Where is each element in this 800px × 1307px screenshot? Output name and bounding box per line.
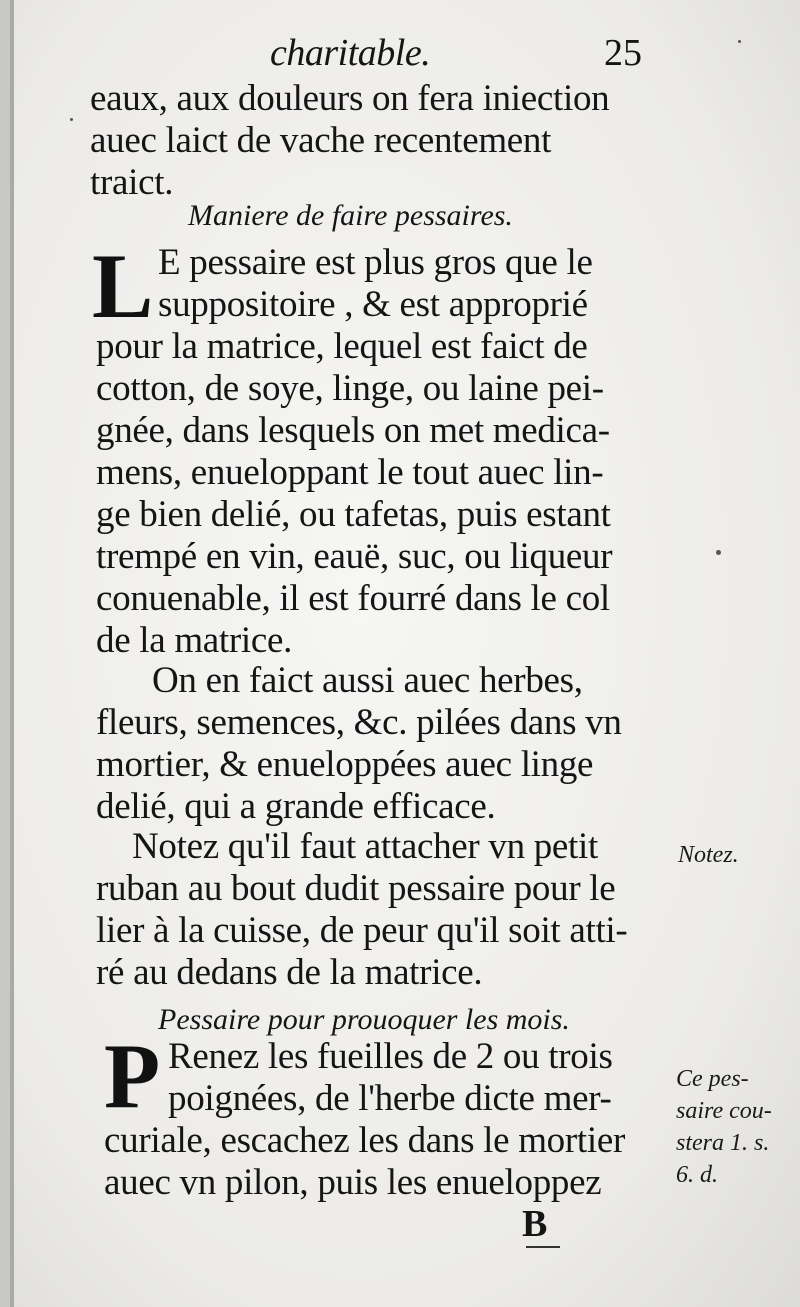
section1-paragraph-2 — [96, 660, 676, 828]
text-line: curiale, escachez les dans le mortier — [104, 1120, 626, 1161]
margin-note-line: 6. d. — [676, 1162, 718, 1188]
text-line: mens, enueloppant le tout auec lin- — [96, 452, 604, 493]
section1-paragraph-3 — [96, 826, 676, 994]
text-line: mortier, & enueloppées auec linge — [96, 744, 594, 785]
ink-speck — [70, 118, 73, 121]
text-line: Notez qu'il faut attacher vn petit — [132, 826, 598, 867]
drop-cap: P — [104, 1025, 161, 1127]
text-line: auec laict de vache recentement — [90, 120, 552, 161]
ink-speck — [716, 550, 721, 555]
page-edge-line — [10, 0, 14, 1307]
text-line: lier à la cuisse, de peur qu'il soit atti- — [96, 910, 628, 951]
page-number: 25 — [604, 32, 642, 74]
running-head: charitable. — [270, 32, 431, 74]
text-line: poignées, de l'herbe dicte mer- — [168, 1078, 612, 1119]
section-heading: Maniere de faire pessaires. — [188, 199, 513, 232]
text-line: trempé en vin, eauë, suc, ou liqueur — [96, 536, 613, 577]
text-line: delié, qui a grande efficace. — [96, 786, 496, 827]
text-line: pour la matrice, lequel est faict de — [96, 326, 588, 367]
section2-first-lines — [168, 1036, 673, 1120]
section1-first-lines — [158, 242, 678, 326]
margin-note: Notez. — [678, 842, 739, 868]
text-line: On en faict aussi auec herbes, — [152, 660, 583, 701]
text-line: de la matrice. — [96, 620, 293, 661]
text-line: cotton, de soye, linge, ou laine pei- — [96, 368, 604, 409]
text-line: Renez les fueilles de 2 ou trois — [168, 1036, 613, 1077]
text-line: fleurs, semences, &c. pilées dans vn — [96, 702, 622, 743]
signature-mark: B — [522, 1203, 548, 1245]
drop-cap: L — [92, 235, 154, 337]
text-line: E pessaire est plus gros que le — [158, 242, 593, 283]
text-line: eaux, aux douleurs on fera iniection — [90, 78, 610, 119]
section-heading: Pessaire pour prouoquer les mois. — [158, 1003, 570, 1036]
margin-note-line: stera 1. s. — [676, 1130, 770, 1156]
text-line: ré au dedans de la matrice. — [96, 952, 483, 993]
text-line: ge bien delié, ou tafetas, puis estant — [96, 494, 611, 535]
intro-paragraph — [90, 78, 675, 204]
text-line: traict. — [90, 162, 174, 203]
text-line: gnée, dans lesquels on met medica- — [96, 410, 610, 451]
text-line: ruban au bout dudit pessaire pour le — [96, 868, 616, 909]
margin-note-line: saire cou- — [676, 1098, 772, 1124]
section2-paragraph — [104, 1120, 674, 1204]
section1-paragraph — [96, 326, 676, 662]
text-line: auec vn pilon, puis les enueloppez — [104, 1162, 602, 1203]
page-edge-shadow — [0, 0, 10, 1307]
signature-underline — [526, 1246, 560, 1248]
margin-note-line: Ce pes- — [676, 1066, 749, 1092]
text-line: suppositoire , & est approprié — [158, 284, 588, 325]
ink-speck — [738, 40, 741, 43]
text-line: conuenable, il est fourré dans le col — [96, 578, 610, 619]
